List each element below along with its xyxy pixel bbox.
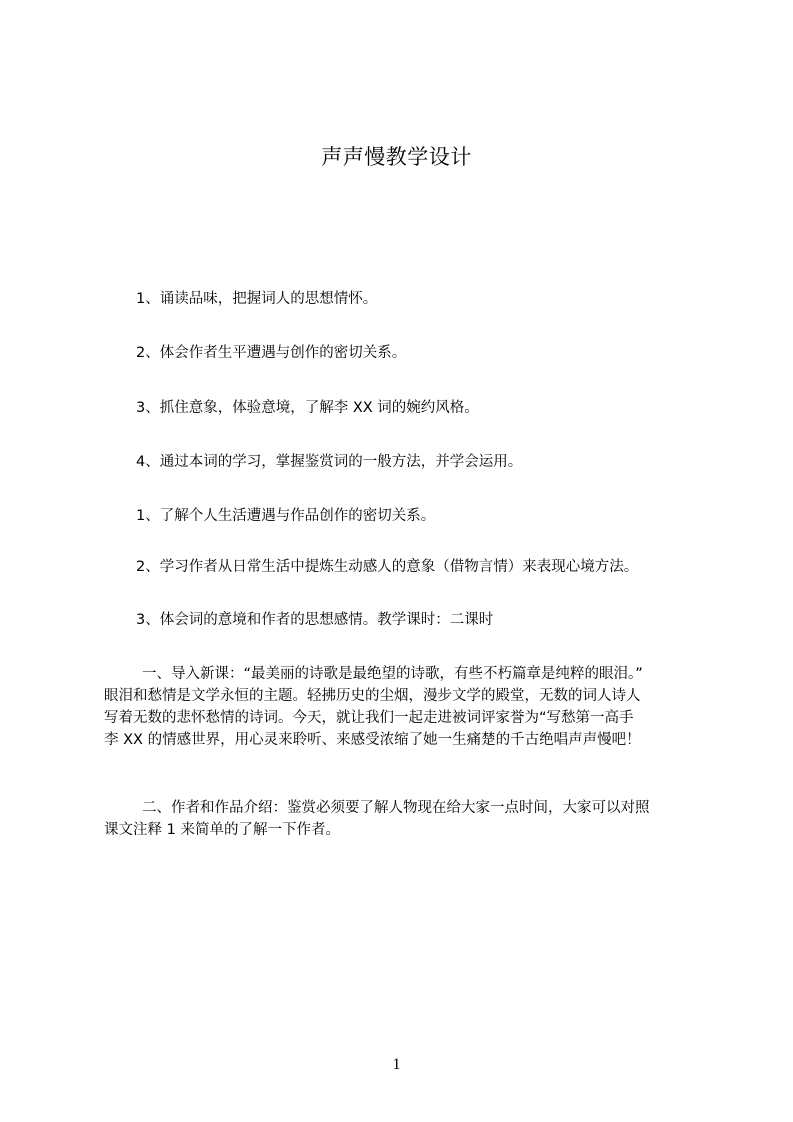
- paragraph-line: 二、作者和作品介绍：鉴赏必须要了解人物现在给大家一点时间，大家可以对照: [142, 800, 650, 816]
- objective-item: 4、通过本词的学习，掌握鉴赏词的一般方法，并学会运用。: [136, 454, 523, 470]
- key-point-item: 2、学习作者从日常生活中提炼生动感人的意象（借物言情）来表现心境方法。: [136, 559, 639, 575]
- paragraph-line: 写着无数的悲怀愁情的诗词。今天，就让我们一起走进被词评家誉为“写愁第一高手: [104, 710, 634, 726]
- key-point-item: 1、了解个人生活遭遇与作品创作的密切关系。: [136, 508, 436, 524]
- document-title: 声声慢教学设计: [321, 145, 472, 169]
- paragraph-line: 眼泪和愁情是文学永恒的主题。轻拂历史的尘烟，漫步文学的殿堂，无数的词人诗人: [104, 688, 641, 704]
- objective-item: 3、抓住意象，体验意境，了解李 XX 词的婉约风格。: [136, 400, 479, 416]
- section-author-paragraph: [104, 797, 704, 841]
- paragraph-line: 李 XX 的情感世界，用心灵来聆听、来感受浓缩了她一生痛楚的千古绝唱声声慢吧！: [104, 732, 641, 748]
- objective-item: 2、体会作者生平遭遇与创作的密切关系。: [136, 345, 407, 361]
- section-intro-paragraph: [104, 663, 704, 751]
- paragraph-line: 一、导入新课：“最美丽的诗歌是最绝望的诗歌，有些不朽篇章是纯粹的眼泪。”: [142, 666, 643, 682]
- objective-item: 1、诵读品味，把握词人的思想情怀。: [136, 291, 378, 307]
- paragraph-line: 课文注释 1 来简单的了解一下作者。: [104, 822, 340, 838]
- key-point-item: 3、体会词的意境和作者的思想感情。教学课时：二课时: [136, 612, 494, 628]
- page-number: 1: [392, 1056, 401, 1073]
